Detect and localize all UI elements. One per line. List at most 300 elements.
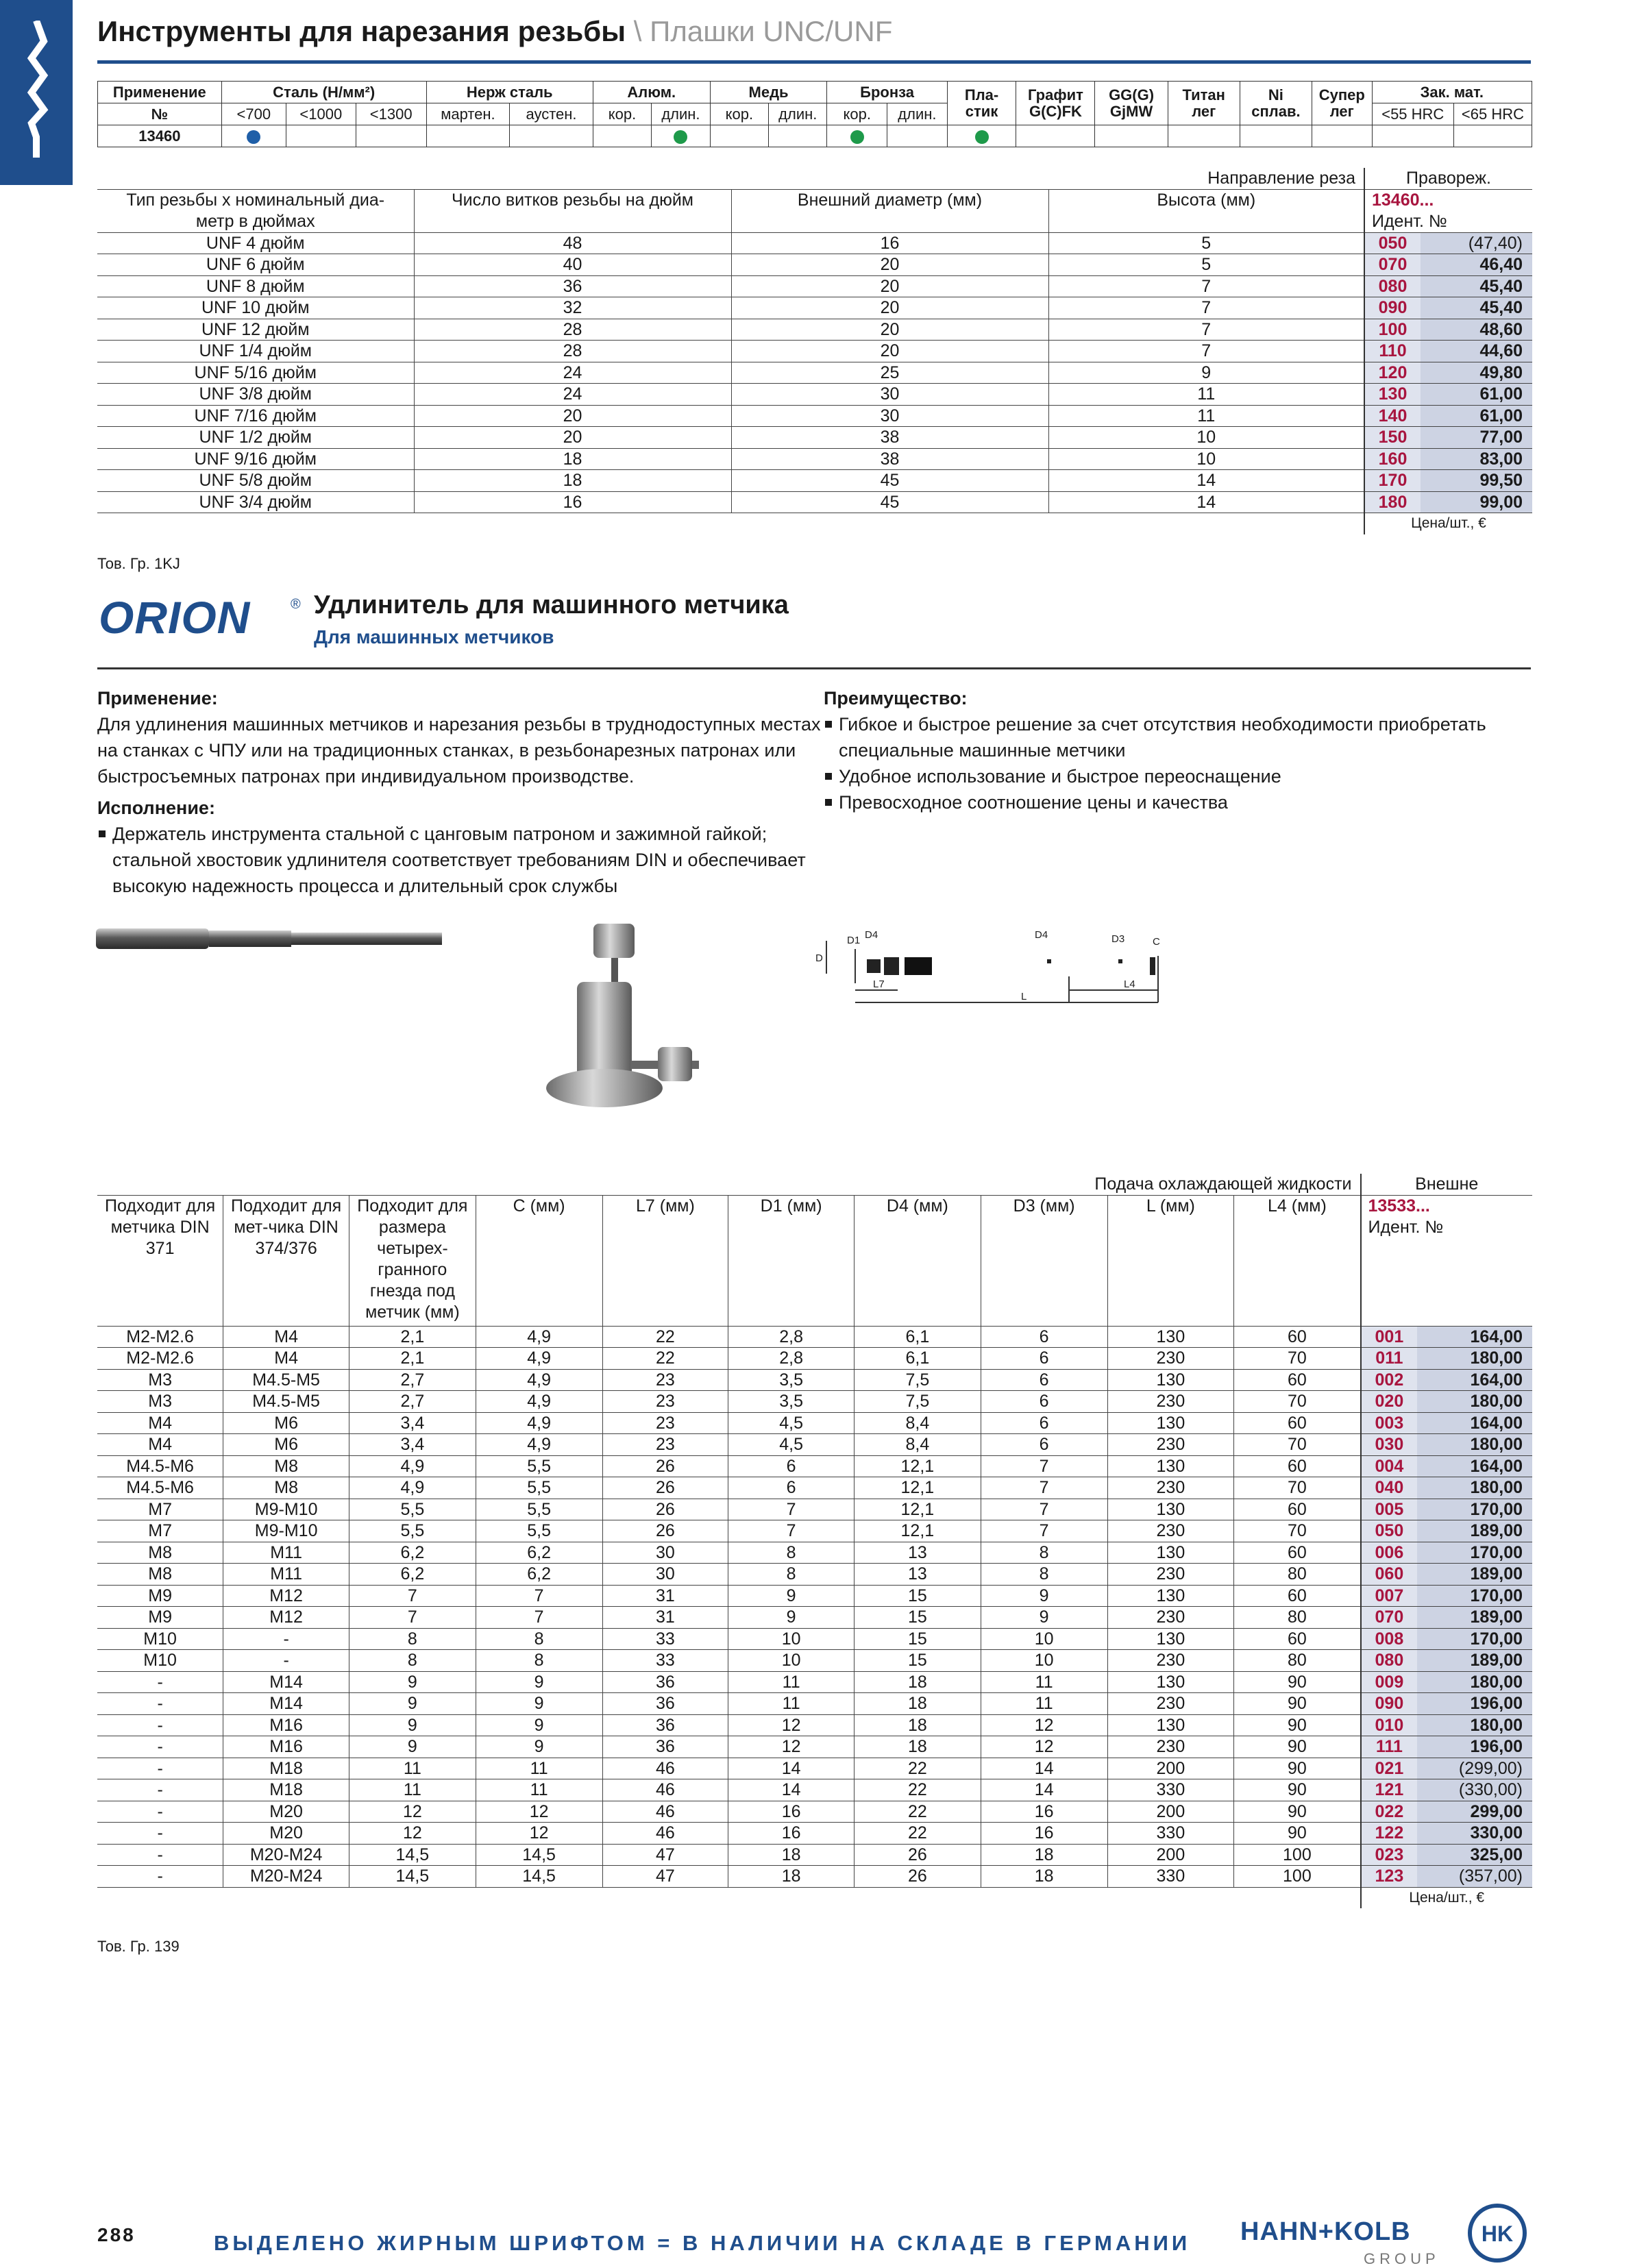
orion-logo-text: ORION: [99, 593, 251, 641]
c-cell: 5,5: [476, 1499, 602, 1520]
l4-cell: 80: [1234, 1607, 1361, 1629]
product-group-note: Тов. Гр. 1KJ: [97, 555, 180, 572]
square-cell: 11: [349, 1779, 476, 1801]
l-cell: 230: [1107, 1693, 1234, 1715]
ident-code-cell: 006: [1361, 1542, 1418, 1564]
din371-cell: M2-M2.6: [97, 1326, 223, 1348]
l-cell: 200: [1107, 1801, 1234, 1823]
extension-shank-image: [96, 922, 445, 956]
ident-code-cell: 003: [1361, 1412, 1418, 1434]
din371-cell: -: [97, 1866, 223, 1888]
advantage-item: Удобное использование и быстрое переоснащение: [824, 763, 1536, 789]
ident-code-cell: 110: [1364, 341, 1421, 362]
price-cell: 330,00: [1417, 1823, 1532, 1845]
d4-cell: 18: [855, 1693, 981, 1715]
ident-code-cell: 010: [1361, 1714, 1418, 1736]
ident-code-cell: 150: [1364, 427, 1421, 449]
height-cell: 10: [1048, 448, 1364, 470]
d1-cell: 6: [728, 1455, 855, 1477]
table-row: [97, 1348, 1532, 1370]
matrix-cell: [510, 125, 593, 147]
ident-code-cell: 011: [1361, 1348, 1418, 1370]
price-cell: 164,00: [1417, 1326, 1532, 1348]
l7-cell: 46: [602, 1779, 728, 1801]
din374-cell: M11: [223, 1564, 349, 1586]
matrix-sub: мартен.: [426, 103, 510, 125]
price-cell: 77,00: [1421, 427, 1532, 449]
l4-cell: 70: [1234, 1391, 1361, 1413]
c-cell: 8: [476, 1628, 602, 1650]
ident-code-cell: 004: [1361, 1455, 1418, 1477]
square-cell: 14,5: [349, 1866, 476, 1888]
d4-cell: 26: [855, 1844, 981, 1866]
height-cell: 7: [1048, 341, 1364, 362]
table-row: [97, 448, 1532, 470]
l7-cell: 23: [602, 1434, 728, 1456]
height-cell: 7: [1048, 275, 1364, 297]
l7-cell: 31: [602, 1585, 728, 1607]
ident-code-cell: 022: [1361, 1801, 1418, 1823]
dim-label-l7: L7: [873, 978, 885, 990]
outer-diameter-cell: 20: [731, 319, 1048, 341]
l-cell: 230: [1107, 1650, 1234, 1672]
c-cell: 4,9: [476, 1412, 602, 1434]
ident-code-cell: 050: [1361, 1520, 1418, 1542]
product-subtitle: Для машинных метчиков: [314, 626, 554, 648]
l7-cell: 30: [602, 1542, 728, 1564]
price-cell: (330,00): [1417, 1779, 1532, 1801]
d3-cell: 8: [981, 1542, 1107, 1564]
d1-cell: 9: [728, 1585, 855, 1607]
l4-cell: 90: [1234, 1736, 1361, 1758]
matrix-group: Медь: [710, 82, 827, 103]
square-cell: 9: [349, 1736, 476, 1758]
din374-cell: M20: [223, 1823, 349, 1845]
table-row: [97, 1520, 1532, 1542]
tpi-cell: 28: [414, 319, 731, 341]
table-row: [97, 1585, 1532, 1607]
col-header: Подходит для размера четырех-гранного гнезда под метчик (мм): [349, 1195, 476, 1326]
din371-cell: M10: [97, 1628, 223, 1650]
unf-dies-table: [97, 168, 1532, 534]
price-cell: 196,00: [1417, 1736, 1532, 1758]
thread-type-cell: UNF 3/4 дюйм: [97, 491, 414, 513]
din374-cell: M18: [223, 1758, 349, 1779]
d3-cell: 10: [981, 1628, 1107, 1650]
matrix-cell: [1095, 125, 1168, 147]
c-cell: 9: [476, 1736, 602, 1758]
din371-cell: M4: [97, 1434, 223, 1456]
title-separator: \: [633, 15, 642, 47]
page-number: 288: [97, 2224, 136, 2245]
square-cell: 5,5: [349, 1520, 476, 1542]
table-row: [97, 232, 1532, 254]
matrix-sub: <1300: [356, 103, 426, 125]
tpi-cell: 16: [414, 491, 731, 513]
l7-cell: 26: [602, 1477, 728, 1499]
ident-code-cell: 080: [1364, 275, 1421, 297]
matrix-cell: [1168, 125, 1240, 147]
l4-cell: 90: [1234, 1693, 1361, 1715]
price-cell: 61,00: [1421, 405, 1532, 427]
price-cell: 49,80: [1421, 362, 1532, 384]
code-prefix: 13460...: [1372, 190, 1434, 210]
l4-cell: 70: [1234, 1434, 1361, 1456]
square-cell: 9: [349, 1714, 476, 1736]
ident-code-cell: 170: [1364, 470, 1421, 492]
advantage-block: [824, 685, 1536, 815]
price-cell: (47,40): [1421, 232, 1532, 254]
thread-type-cell: UNF 5/16 дюйм: [97, 362, 414, 384]
outer-diameter-cell: 30: [731, 405, 1048, 427]
l-cell: 130: [1107, 1326, 1234, 1348]
brand-group: GROUP: [1364, 2250, 1440, 2267]
table-row: [97, 1671, 1532, 1693]
d3-cell: 16: [981, 1801, 1107, 1823]
din374-cell: M20: [223, 1801, 349, 1823]
price-cell: 189,00: [1417, 1607, 1532, 1629]
price-cell: 46,40: [1421, 254, 1532, 276]
din371-cell: M9: [97, 1607, 223, 1629]
matrix-cell: [1453, 125, 1532, 147]
suitability-dot-icon: [975, 130, 989, 144]
table-row: [97, 1542, 1532, 1564]
ident-code-cell: 180: [1364, 491, 1421, 513]
table-row: [97, 470, 1532, 492]
d1-cell: 4,5: [728, 1412, 855, 1434]
c-cell: 5,5: [476, 1477, 602, 1499]
square-cell: 9: [349, 1671, 476, 1693]
table-row: [97, 1823, 1532, 1845]
din374-cell: M4: [223, 1348, 349, 1370]
din371-cell: M4: [97, 1412, 223, 1434]
coolant-label: Подача охлаждающей жидкости: [1094, 1174, 1352, 1194]
d3-cell: 11: [981, 1693, 1107, 1715]
d3-cell: 9: [981, 1585, 1107, 1607]
square-cell: 3,4: [349, 1412, 476, 1434]
ident-code-cell: 020: [1361, 1391, 1418, 1413]
d1-cell: 3,5: [728, 1391, 855, 1413]
price-cell: 196,00: [1417, 1693, 1532, 1715]
ident-code-cell: 040: [1361, 1477, 1418, 1499]
height-cell: 14: [1048, 470, 1364, 492]
col-header: D3 (мм): [981, 1195, 1107, 1326]
d4-cell: 7,5: [855, 1369, 981, 1391]
table-row: [97, 1434, 1532, 1456]
outer-diameter-cell: 20: [731, 297, 1048, 319]
l7-cell: 46: [602, 1801, 728, 1823]
price-cell: 180,00: [1417, 1477, 1532, 1499]
table-row: [97, 341, 1532, 362]
height-cell: 10: [1048, 427, 1364, 449]
din371-cell: M7: [97, 1499, 223, 1520]
d3-cell: 6: [981, 1412, 1107, 1434]
l4-cell: 60: [1234, 1412, 1361, 1434]
product-title: Удлинитель для машинного метчика: [314, 591, 789, 619]
l7-cell: 26: [602, 1455, 728, 1477]
product-group-note: Тов. Гр. 139: [97, 1938, 180, 1955]
table-row: [97, 1844, 1532, 1866]
l4-cell: 60: [1234, 1499, 1361, 1520]
outer-diameter-cell: 38: [731, 448, 1048, 470]
matrix-cell: [887, 125, 948, 147]
d4-cell: 12,1: [855, 1499, 981, 1520]
d3-cell: 7: [981, 1499, 1107, 1520]
d4-cell: 26: [855, 1866, 981, 1888]
price-cell: 189,00: [1417, 1650, 1532, 1672]
application-matrix: [97, 81, 1532, 147]
matrix-cell: [1240, 125, 1312, 147]
l-cell: 230: [1107, 1391, 1234, 1413]
table-row: [97, 1499, 1532, 1520]
col-header: L4 (мм): [1234, 1195, 1361, 1326]
table-row: [97, 1736, 1532, 1758]
thread-type-cell: UNF 9/16 дюйм: [97, 448, 414, 470]
din371-cell: -: [97, 1758, 223, 1779]
d4-cell: 15: [855, 1607, 981, 1629]
header-rule: [97, 60, 1531, 64]
matrix-group: Применение: [98, 82, 222, 103]
din374-cell: M9-M10: [223, 1499, 349, 1520]
price-cell: 170,00: [1417, 1585, 1532, 1607]
outer-diameter-cell: 20: [731, 341, 1048, 362]
advantage-item: Гибкое и быстрое решение за счет отсутствия необходимости приобретать специальные машинные метчики: [824, 711, 1536, 763]
din374-cell: M20-M24: [223, 1866, 349, 1888]
l4-cell: 60: [1234, 1326, 1361, 1348]
matrix-cell: [1372, 125, 1453, 147]
dim-label-d1: D1: [847, 935, 861, 946]
l-cell: 230: [1107, 1348, 1234, 1370]
height-cell: 14: [1048, 491, 1364, 513]
matrix-sub: кор.: [593, 103, 651, 125]
table-row: [97, 384, 1532, 406]
matrix-group: Алюм.: [593, 82, 710, 103]
matrix-sub: длин.: [652, 103, 710, 125]
din374-cell: M6: [223, 1434, 349, 1456]
price-cell: 180,00: [1417, 1671, 1532, 1693]
d3-cell: 16: [981, 1823, 1107, 1845]
ident-code-cell: 140: [1364, 405, 1421, 427]
l7-cell: 36: [602, 1671, 728, 1693]
d1-cell: 12: [728, 1714, 855, 1736]
d4-cell: 18: [855, 1736, 981, 1758]
price-cell: 170,00: [1417, 1499, 1532, 1520]
thread-type-cell: UNF 1/2 дюйм: [97, 427, 414, 449]
din374-cell: M6: [223, 1412, 349, 1434]
l7-cell: 26: [602, 1520, 728, 1542]
l-cell: 230: [1107, 1434, 1234, 1456]
d4-cell: 8,4: [855, 1434, 981, 1456]
ident-code-cell: 130: [1364, 384, 1421, 406]
d3-cell: 6: [981, 1348, 1107, 1370]
d4-cell: 22: [855, 1758, 981, 1779]
d3-cell: 6: [981, 1434, 1107, 1456]
matrix-group: Графит G(C)FK: [1016, 82, 1095, 125]
price-cell: (299,00): [1417, 1758, 1532, 1779]
execution-item: Держатель инструмента стальной с цанговым патроном и зажимной гайкой; стальной хвостовик удлинителя соответствует требованиям DIN и обеспечивает высокую надежность процесса и длительный срок службы: [97, 821, 824, 899]
tap-extension-table: [97, 1174, 1532, 1908]
category-side-tab: [0, 0, 73, 185]
price-cell: 180,00: [1417, 1714, 1532, 1736]
din374-cell: M14: [223, 1693, 349, 1715]
ident-label: Идент. №: [1372, 211, 1447, 231]
height-cell: 11: [1048, 384, 1364, 406]
tpi-cell: 24: [414, 384, 731, 406]
l7-cell: 30: [602, 1564, 728, 1586]
table-row: [97, 1801, 1532, 1823]
table-row: [97, 1564, 1532, 1586]
execution-heading: Исполнение:: [97, 798, 215, 818]
matrix-sub: <65 HRC: [1453, 103, 1532, 125]
l-cell: 230: [1107, 1607, 1234, 1629]
thread-type-cell: UNF 6 дюйм: [97, 254, 414, 276]
tpi-cell: 20: [414, 405, 731, 427]
d4-cell: 22: [855, 1801, 981, 1823]
l4-cell: 90: [1234, 1823, 1361, 1845]
matrix-sub: длин.: [887, 103, 948, 125]
tpi-cell: 48: [414, 232, 731, 254]
din374-cell: -: [223, 1628, 349, 1650]
d4-cell: 15: [855, 1650, 981, 1672]
thread-type-cell: UNF 8 дюйм: [97, 275, 414, 297]
table-row: [97, 1326, 1532, 1348]
matrix-sub: аустен.: [510, 103, 593, 125]
din374-cell: M16: [223, 1714, 349, 1736]
d1-cell: 18: [728, 1844, 855, 1866]
din371-cell: M7: [97, 1520, 223, 1542]
l7-cell: 47: [602, 1866, 728, 1888]
matrix-cell: [356, 125, 426, 147]
ident-code-cell: 023: [1361, 1844, 1418, 1866]
dim-label-l4: L4: [1124, 978, 1135, 990]
l7-cell: 47: [602, 1844, 728, 1866]
l4-cell: 60: [1234, 1628, 1361, 1650]
application-text: Для удлинения машинных метчиков и нарезания резьбы в труднодоступных местах на станках с ЧПУ или на традиционных станках, в резьбонарезных патронах или быстросъемных патронах при индивидуальном производстве.: [97, 714, 821, 787]
c-cell: 8: [476, 1650, 602, 1672]
table-row: [97, 1369, 1532, 1391]
table-row: [97, 1866, 1532, 1888]
din374-cell: M8: [223, 1455, 349, 1477]
outer-diameter-cell: 16: [731, 232, 1048, 254]
d4-cell: 8,4: [855, 1412, 981, 1434]
height-cell: 5: [1048, 254, 1364, 276]
d4-cell: 12,1: [855, 1520, 981, 1542]
l-cell: 130: [1107, 1499, 1234, 1520]
din371-cell: M4.5-M6: [97, 1477, 223, 1499]
c-cell: 12: [476, 1823, 602, 1845]
d4-cell: 7,5: [855, 1391, 981, 1413]
din374-cell: M12: [223, 1607, 349, 1629]
thread-type-cell: UNF 5/8 дюйм: [97, 470, 414, 492]
square-cell: 4,9: [349, 1455, 476, 1477]
din371-cell: M2-M2.6: [97, 1348, 223, 1370]
ident-code-cell: 008: [1361, 1628, 1418, 1650]
price-cell: 99,50: [1421, 470, 1532, 492]
table-row: [97, 1477, 1532, 1499]
table-row: [97, 1412, 1532, 1434]
matrix-sub: <700: [221, 103, 286, 125]
square-cell: 4,9: [349, 1477, 476, 1499]
c-cell: 11: [476, 1779, 602, 1801]
d3-cell: 11: [981, 1671, 1107, 1693]
d3-cell: 14: [981, 1779, 1107, 1801]
square-cell: 11: [349, 1758, 476, 1779]
l-cell: 230: [1107, 1520, 1234, 1542]
din371-cell: M3: [97, 1391, 223, 1413]
height-cell: 9: [1048, 362, 1364, 384]
price-cell: 170,00: [1417, 1628, 1532, 1650]
ident-code-cell: 121: [1361, 1779, 1418, 1801]
din374-cell: M11: [223, 1542, 349, 1564]
c-cell: 4,9: [476, 1369, 602, 1391]
c-cell: 6,2: [476, 1564, 602, 1586]
d1-cell: 4,5: [728, 1434, 855, 1456]
square-cell: 8: [349, 1628, 476, 1650]
application-heading: Применение:: [97, 688, 218, 708]
matrix-sub: №: [98, 103, 222, 125]
direction-value: Правореж.: [1364, 168, 1532, 189]
square-cell: 12: [349, 1801, 476, 1823]
din371-cell: -: [97, 1714, 223, 1736]
stock-note: ВЫДЕЛЕНО ЖИРНЫМ ШРИФТОМ = В НАЛИЧИИ НА СКЛАДЕ В ГЕРМАНИИ: [214, 2231, 1191, 2255]
ident-header: [1364, 189, 1532, 232]
ident-code-cell: 021: [1361, 1758, 1418, 1779]
square-cell: 9: [349, 1693, 476, 1715]
matrix-cell: [593, 125, 651, 147]
matrix-sub: <1000: [286, 103, 356, 125]
price-unit: Цена/шт., €: [1361, 1887, 1533, 1908]
matrix-cell: [947, 125, 1016, 147]
square-cell: 7: [349, 1585, 476, 1607]
square-cell: 14,5: [349, 1844, 476, 1866]
d1-cell: 11: [728, 1671, 855, 1693]
l7-cell: 36: [602, 1714, 728, 1736]
c-cell: 14,5: [476, 1844, 602, 1866]
d4-cell: 22: [855, 1779, 981, 1801]
direction-label: Направление реза: [1207, 169, 1355, 188]
l4-cell: 80: [1234, 1650, 1361, 1672]
price-cell: 189,00: [1417, 1564, 1532, 1586]
square-cell: 12: [349, 1823, 476, 1845]
ident-code-cell: 122: [1361, 1823, 1418, 1845]
dim-label-d: D: [815, 952, 823, 964]
din374-cell: M8: [223, 1477, 349, 1499]
col-header: Тип резьбы x номинальный диа- метр в дюймах: [97, 189, 414, 232]
price-cell: 299,00: [1417, 1801, 1532, 1823]
thread-type-cell: UNF 3/8 дюйм: [97, 384, 414, 406]
matrix-group: GG(G) GjMW: [1095, 82, 1168, 125]
c-cell: 9: [476, 1671, 602, 1693]
price-cell: (357,00): [1417, 1866, 1532, 1888]
matrix-cell: [286, 125, 356, 147]
orion-reg-mark: ®: [291, 597, 301, 612]
tpi-cell: 20: [414, 427, 731, 449]
l4-cell: 100: [1234, 1866, 1361, 1888]
matrix-cell: [1016, 125, 1095, 147]
din374-cell: M16: [223, 1736, 349, 1758]
outer-diameter-cell: 45: [731, 491, 1048, 513]
ident-code-cell: 080: [1361, 1650, 1418, 1672]
c-cell: 11: [476, 1758, 602, 1779]
c-cell: 5,5: [476, 1520, 602, 1542]
d3-cell: 10: [981, 1650, 1107, 1672]
l-cell: 130: [1107, 1455, 1234, 1477]
d4-cell: 13: [855, 1542, 981, 1564]
ident-header: [1361, 1195, 1533, 1326]
matrix-group: Сталь (Н/мм²): [221, 82, 426, 103]
l-cell: 330: [1107, 1866, 1234, 1888]
l-cell: 330: [1107, 1779, 1234, 1801]
